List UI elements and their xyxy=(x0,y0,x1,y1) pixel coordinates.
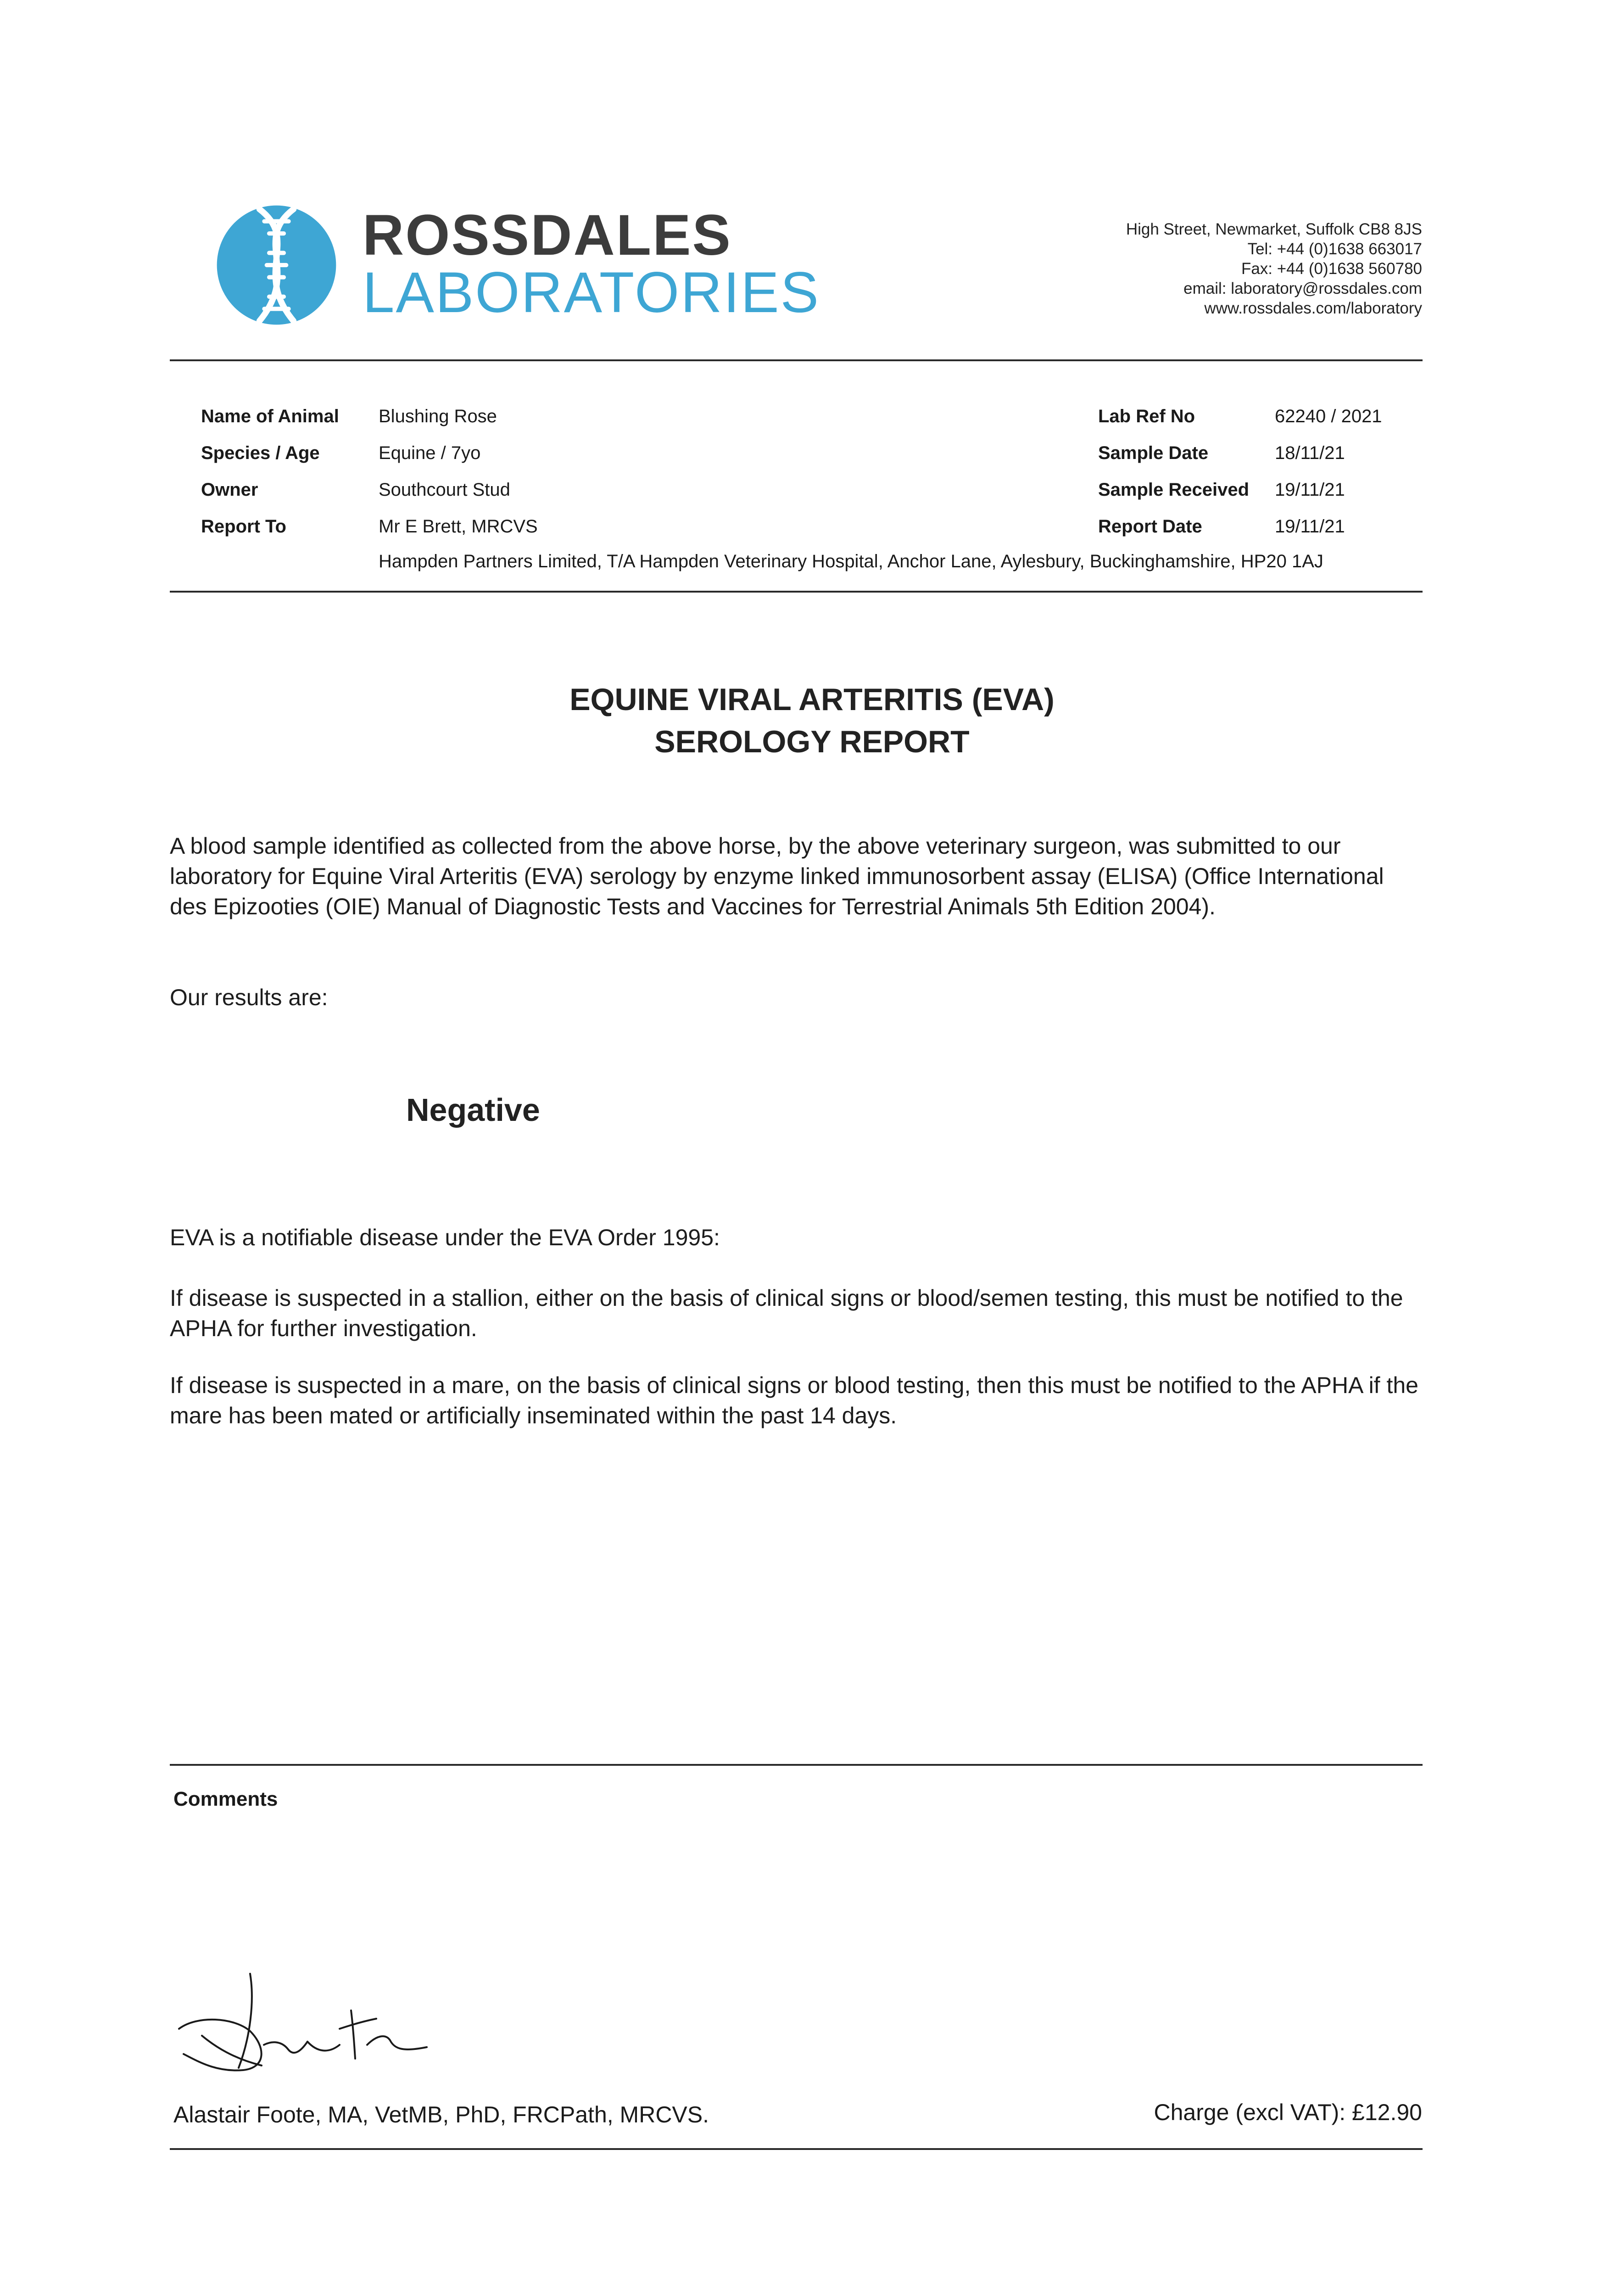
dna-logo-icon xyxy=(216,204,337,326)
address-street: High Street, Newmarket, Suffolk CB8 8JS xyxy=(1126,220,1422,238)
notifiable-statement: EVA is a notifiable disease under the EVA Order 1995: xyxy=(170,1225,720,1250)
footer-divider xyxy=(170,2148,1423,2150)
address-email: email: laboratory@rossdales.com xyxy=(1183,280,1422,297)
report-title-line1: EQUINE VIRAL ARTERITIS (EVA) xyxy=(569,682,1055,717)
results-intro: Our results are: xyxy=(170,985,328,1010)
owner-label: Owner xyxy=(201,480,258,500)
signature-image xyxy=(170,1960,509,2084)
header-divider xyxy=(170,359,1423,361)
report-to-address: Hampden Partners Limited, T/A Hampden Veterinary Hospital, Anchor Lane, Aylesbury, Buckinghamshire, HP20 1AJ xyxy=(379,551,1323,571)
lab-ref-label: Lab Ref No xyxy=(1098,406,1195,426)
logo-wordmark-line2: LABORATORIES xyxy=(363,261,820,325)
test-result: Negative xyxy=(406,1092,540,1128)
stallion-paragraph: If disease is suspected in a stallion, either on the basis of clinical signs or blood/semen testing, this must be notified to the APHA for further investigation. xyxy=(170,1285,1403,1341)
lab-ref-value: 62240 / 2021 xyxy=(1275,406,1382,426)
report-title-line2: SEROLOGY REPORT xyxy=(654,724,970,759)
logo-wordmark-line1: ROSSDALES xyxy=(363,203,732,267)
lab-address-block xyxy=(1126,219,1422,318)
address-tel: Tel: +44 (0)1638 663017 xyxy=(1247,240,1422,258)
address-website: www.rossdales.com/laboratory xyxy=(1204,299,1422,317)
report-title xyxy=(0,678,1624,763)
name-of-animal-label: Name of Animal xyxy=(201,406,339,426)
comments-divider xyxy=(170,1764,1423,1766)
species-age-label: Species / Age xyxy=(201,443,320,463)
sample-date-value: 18/11/21 xyxy=(1275,443,1345,463)
mare-paragraph: If disease is suspected in a mare, on the basis of clinical signs or blood testing, then this must be notified to the APHA if the mare has been mated or artificially inseminated within the past 14 days. xyxy=(170,1372,1418,1428)
comments-label: Comments xyxy=(173,1788,278,1810)
intro-paragraph: A blood sample identified as collected from the above horse, by the above veterinary surgeon, was submitted to our laboratory for Equine Viral Arteritis (EVA) serology by enzyme linked immunosorbent assay (ELISA) (Office International des Epizooties (OIE) Manual of Diagnostic Tests and Vaccines for Terrestrial Animals 5th Edition 2004). xyxy=(170,833,1384,919)
report-to-label: Report To xyxy=(201,516,286,537)
sample-received-value: 19/11/21 xyxy=(1275,480,1345,500)
details-divider xyxy=(170,591,1423,593)
signatory-name: Alastair Foote, MA, VetMB, PhD, FRCPath, MRCVS. xyxy=(173,2102,709,2127)
sample-date-label: Sample Date xyxy=(1098,443,1209,463)
report-date-label: Report Date xyxy=(1098,516,1202,537)
sample-received-label: Sample Received xyxy=(1098,480,1250,500)
owner-value: Southcourt Stud xyxy=(379,480,510,500)
name-of-animal-value: Blushing Rose xyxy=(379,406,497,426)
address-fax: Fax: +44 (0)1638 560780 xyxy=(1241,260,1422,278)
charge-amount: Charge (excl VAT): £12.90 xyxy=(1154,2099,1422,2125)
report-to-value: Mr E Brett, MRCVS xyxy=(379,516,538,537)
species-age-value: Equine / 7yo xyxy=(379,443,481,463)
report-date-value: 19/11/21 xyxy=(1275,516,1345,537)
